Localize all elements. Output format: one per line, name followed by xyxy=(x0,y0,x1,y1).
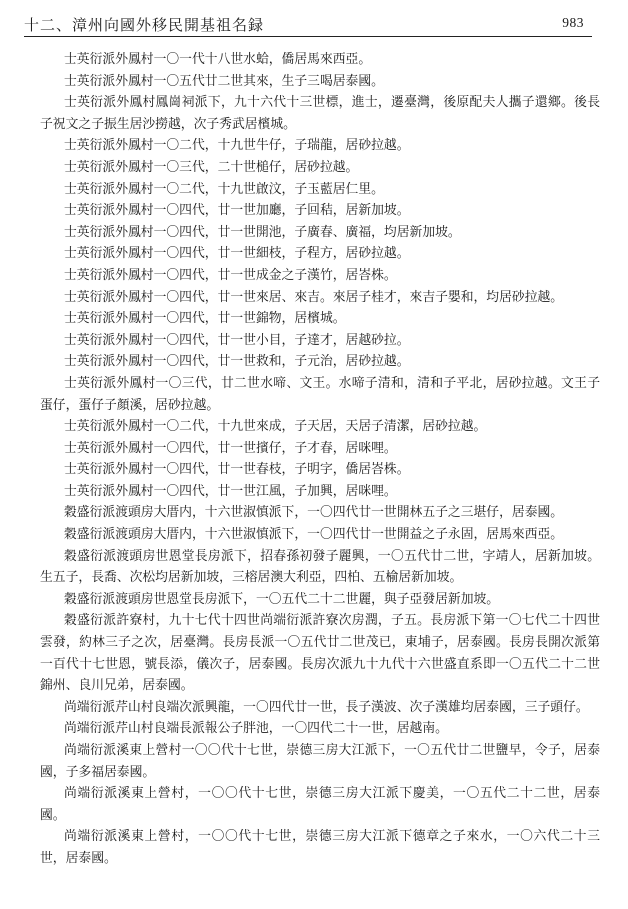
entry-paragraph: 尚端衍派溪東上營村，一〇〇代十七世，崇德三房大江派下德章之子來水，一〇六代二十三世，居泰國。 xyxy=(40,829,600,866)
entry-paragraph: 尚端衍派芹山村良端長派報公子胖池，一〇四代二十一世，居越南。 xyxy=(64,721,448,737)
entry-paragraph: 士英衍派外鳳村鳳崗祠派下，九十六代十三世標，進士，遷臺灣，後原配夫人攜子還鄉。後長子祝文之子振生居沙撈越，次子秀武居檳城。 xyxy=(40,95,600,132)
entry-paragraph: 尚端衍派芹山村良端次派興龍，一〇四代廿一世，長子漢波、次子漢雄均居泰國，三子頭仔。 xyxy=(64,699,589,715)
entry-paragraph: 士英衍派外鳳村一〇四代，廿一世來居、來吉。來居子桂才，來吉子嬰和，均居砂拉越。 xyxy=(64,289,564,305)
entry-paragraph: 士英衍派外鳳村一〇四代，廿一世加廳，子回秸，居新加坡。 xyxy=(64,203,410,219)
entry-paragraph: 穀盛衍派渡頭房世恩堂長房派下，招春孫初發子麗興，一〇五代廿二世，字靖人，居新加坡。生五子，長喬、次松均居新加坡，三榕居澳大利亞，四柏、五榆居新加坡。 xyxy=(40,548,600,586)
entry-paragraph: 士英衍派外鳳村一〇二代，十九世啟汶，子玉藍居仁里。 xyxy=(64,181,384,197)
page-number: 983 xyxy=(562,15,584,30)
entry-paragraph: 士英衍派外鳳村一〇四代，廿一世錦物，居檳城。 xyxy=(64,311,346,327)
entry-paragraph: 士英衍派外鳳村一〇四代，廿一世江風，子加興，居咪哩。 xyxy=(64,483,397,499)
entry-paragraph: 士英衍派外鳳村一〇二代，十九世牛仔，子瑞龍，居砂拉越。 xyxy=(64,138,410,154)
entry-paragraph: 士英衍派外鳳村一〇四代，廿一世開池，子廣春、廣福，均居新加坡。 xyxy=(64,224,461,240)
entry-paragraph: 尚端衍派溪東上營村一〇〇代十七世，崇德三房大江派下，一〇五代廿二世鹽早，令子，居泰國，子多福居泰國。 xyxy=(40,743,600,780)
entry-paragraph: 穀盛衍派渡頭房大厝内，十六世淑慎派下，一〇四代廿一世開益之子永固，居馬來西亞。 xyxy=(64,527,564,543)
running-header xyxy=(24,14,592,37)
entry-paragraph: 士英衍派外鳳村一〇一代十八世水蛤，僑居馬來西亞。 xyxy=(64,52,372,67)
entry-paragraph: 士英衍派外鳳村一〇二代，十九世來成，子天居，天居子清潔，居砂拉越。 xyxy=(64,419,487,435)
chapter-title: 十二、漳州向國外移民開基祖名録 xyxy=(24,16,265,34)
entry-paragraph: 士英衍派外鳳村一〇四代，廿一世救和，子元治，居砂拉越。 xyxy=(64,354,410,370)
entry-paragraph: 士英衍派外鳳村一〇五代廿二世其來，生子三喝居泰國。 xyxy=(64,73,384,89)
entry-paragraph: 士英衍派外鳳村一〇四代，廿一世小目，子達才，居越砂拉。 xyxy=(64,332,410,348)
entry-paragraph: 士英衍派外鳳村一〇三代，廿二世水啼、文王。水啼子清和，清和子平北，居砂拉越。文王子蛋仔，蛋仔子顏溪，居砂拉越。 xyxy=(40,375,600,413)
entry-paragraph: 士英衍派外鳳村一〇四代，廿一世擯仔，子才春，居咪哩。 xyxy=(64,440,397,456)
entry-paragraph: 士英衍派外鳳村一〇四代，廿一世春枝，子明字，僑居峇株。 xyxy=(64,462,410,478)
entry-paragraph: 士英衍派外鳳村一〇三代，二十世槌仔，居砂拉越。 xyxy=(64,159,359,175)
entry-paragraph: 穀盛衍派渡頭房大厝内，十六世淑慎派下，一〇四代廿一世開林五子之三堪仔，居泰國。 xyxy=(64,505,564,521)
entry-paragraph: 穀盛衍派許寮村，九十七代十四世尚端衍派許寮次房潤，子五。長房派下第一〇七代二十四世雲發，約林三子之次，居臺灣。長房長派一〇五代廿二世茂已，東埔子，居泰國。長房長開次派第一百代十七世恩，號長添，儀次子，居泰國。長房次派九十九代十六世盛直系即一〇五代二十二世錦州、良川兄弟，居泰國。 xyxy=(40,613,600,694)
entry-list xyxy=(40,49,600,870)
entry-paragraph: 士英衍派外鳳村一〇四代，廿一世細枝，子程方，居砂拉越。 xyxy=(64,246,410,262)
entry-paragraph: 穀盛衍派渡頭房世恩堂長房派下，一〇五代二十二世麗，與子亞發居新加坡。 xyxy=(64,591,500,607)
entry-paragraph: 士英衍派外鳳村一〇四代，廿一世成金之子漢竹，居峇株。 xyxy=(64,267,397,283)
entry-paragraph: 尚端衍派溪東上營村，一〇〇代十七世，崇德三房大江派下慶美，一〇五代二十二世，居泰國。 xyxy=(40,786,600,823)
